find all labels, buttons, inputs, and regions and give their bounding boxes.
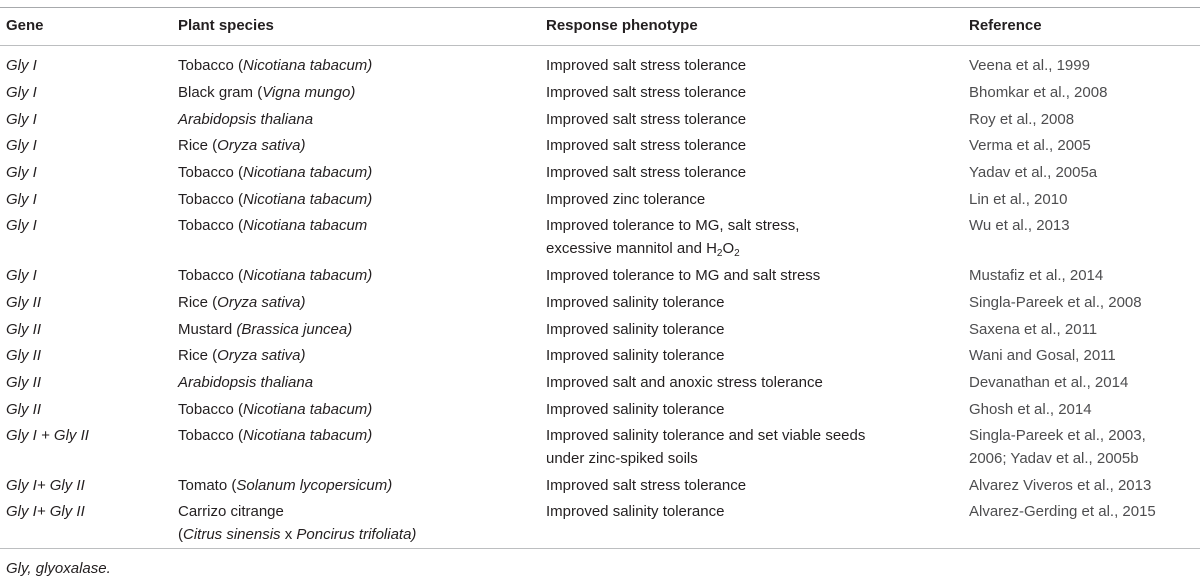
plant-segment: Arabidopsis thaliana (178, 111, 314, 128)
plant-segment: Nicotiana tabacum) (243, 427, 373, 444)
response-segment: Improved salinity tolerance (546, 321, 725, 338)
plant-segment: Citrus sinensis (183, 525, 281, 543)
cell-gene: Gly II (6, 347, 42, 364)
response-segment: Improved zinc tolerance (546, 191, 706, 208)
cell-reference (969, 135, 1091, 158)
cell-response-phenotype (546, 135, 746, 158)
plant-segment: Tobacco ( (178, 191, 244, 208)
response-segment: Improved salt stress tolerance (546, 164, 747, 181)
reference-line: Bhomkar et al., 2008 (969, 84, 1108, 101)
table-bottom-rule (0, 548, 1200, 549)
table-footnote: Gly, glyoxalase. (6, 560, 111, 577)
cell-response-phenotype (546, 109, 746, 132)
cell-plant-species (178, 109, 313, 132)
plant-segment: Rice ( (178, 347, 218, 364)
header-response-phenotype: Response phenotype (546, 17, 698, 34)
cell-plant-species (178, 319, 352, 342)
reference-line: Ghosh et al., 2014 (969, 401, 1092, 418)
plant-segment: Oryza sativa) (217, 294, 306, 311)
cell-plant-species (178, 215, 367, 238)
response-segment: Improved salt stress tolerance (546, 84, 747, 101)
response-segment: O (722, 239, 735, 257)
plant-segment: Rice ( (178, 137, 218, 154)
response-segment: Improved salinity tolerance (546, 347, 725, 364)
cell-response-phenotype (546, 372, 823, 395)
cell-plant-species (178, 425, 372, 448)
cell-gene: Gly I (6, 191, 37, 208)
cell-plant-species (178, 292, 306, 315)
plant-segment: Nicotiana tabacum) (243, 267, 373, 284)
plant-segment: Tomato ( (178, 477, 237, 494)
plant-segment: Mustard (178, 321, 237, 338)
cell-response-phenotype (546, 82, 746, 105)
response-segment: Improved salt stress tolerance (546, 111, 747, 128)
reference-line: Wani and Gosal, 2011 (969, 347, 1116, 364)
cell-gene: Gly I (6, 84, 37, 101)
plant-segment: Vigna mungo) (262, 84, 356, 101)
table-header-rule (0, 45, 1200, 46)
cell-response-phenotype (546, 319, 724, 342)
cell-plant-species (178, 475, 392, 498)
reference-line: Mustafiz et al., 2014 (969, 267, 1104, 284)
cell-response-phenotype (546, 345, 724, 368)
cell-response-phenotype (546, 55, 746, 78)
plant-segment: Tobacco ( (178, 164, 244, 181)
response-segment: Improved salinity tolerance (546, 503, 725, 520)
plant-segment: Nicotiana tabacum) (243, 401, 373, 418)
cell-response-phenotype (546, 475, 746, 498)
plant-segment: Oryza sativa) (217, 137, 306, 154)
response-segment: under zinc-spiked soils (546, 449, 698, 467)
cell-plant-species (178, 82, 355, 105)
cell-plant-species (178, 189, 372, 212)
cell-reference (969, 189, 1067, 212)
cell-gene: Gly II (6, 321, 42, 338)
cell-gene: Gly I (6, 137, 37, 154)
response-segment: 2 (716, 247, 723, 259)
cell-gene: Gly II (6, 401, 42, 418)
plant-segment: Carrizo citrange (178, 503, 284, 520)
response-segment: Improved salinity tolerance and set viable seeds (546, 427, 866, 444)
cell-response-phenotype (546, 215, 799, 260)
response-segment: Improved salt and anoxic stress tolerance (546, 374, 823, 391)
cell-plant-species (178, 345, 306, 368)
cell-reference (969, 265, 1103, 288)
cell-reference (969, 82, 1107, 105)
cell-response-phenotype (546, 292, 724, 315)
response-segment: Improved tolerance to MG, salt stress, (546, 217, 800, 234)
reference-line: Veena et al., 1999 (969, 57, 1090, 74)
response-segment: 2 (734, 247, 740, 259)
cell-response-phenotype (546, 189, 705, 212)
cell-reference (969, 501, 1156, 524)
cell-reference (969, 292, 1142, 315)
plant-segment: Solanum lycopersicum) (236, 477, 393, 494)
cell-plant-species (178, 55, 372, 78)
cell-response-phenotype (546, 425, 865, 470)
reference-line: Wu et al., 2013 (969, 217, 1070, 234)
plant-segment: Nicotiana tabacum) (243, 57, 373, 74)
reference-line: Roy et al., 2008 (969, 111, 1075, 128)
cell-gene: Gly I + Gly II (6, 427, 89, 444)
response-segment: Improved salt stress tolerance (546, 477, 747, 494)
cell-gene: Gly I (6, 164, 37, 181)
cell-gene: Gly I (6, 111, 37, 128)
response-segment: Improved salinity tolerance (546, 401, 725, 418)
plant-segment: Nicotiana tabacum (243, 217, 368, 234)
cell-gene: Gly I (6, 217, 37, 234)
reference-line: Verma et al., 2005 (969, 137, 1091, 154)
plant-segment: Rice ( (178, 294, 218, 311)
reference-line: 2006; Yadav et al., 2005b (969, 449, 1139, 467)
cell-reference (969, 215, 1070, 238)
cell-reference (969, 319, 1097, 342)
cell-plant-species (178, 501, 416, 546)
reference-line: Alvarez-Gerding et al., 2015 (969, 503, 1156, 520)
plant-segment: ( (178, 525, 183, 543)
reference-line: Alvarez Viveros et al., 2013 (969, 477, 1152, 494)
response-segment: excessive mannitol and H (546, 239, 717, 257)
plant-segment: (Brassica juncea) (236, 321, 353, 338)
plant-segment: Poncirus trifoliata) (296, 525, 417, 543)
cell-reference (969, 372, 1128, 395)
response-segment: Improved salt stress tolerance (546, 137, 747, 154)
reference-line: Lin et al., 2010 (969, 191, 1068, 208)
plant-segment: Oryza sativa) (217, 347, 306, 364)
plant-segment: Nicotiana tabacum) (243, 164, 373, 181)
cell-gene: Gly I (6, 267, 37, 284)
cell-plant-species (178, 135, 306, 158)
cell-reference (969, 399, 1092, 422)
header-gene: Gene (6, 17, 44, 34)
cell-reference (969, 425, 1146, 470)
cell-plant-species (178, 399, 372, 422)
plant-segment: Arabidopsis thaliana (178, 374, 314, 391)
cell-response-phenotype (546, 501, 724, 524)
response-segment: Improved tolerance to MG and salt stress (546, 267, 821, 284)
plant-segment: Black gram ( (178, 84, 263, 101)
cell-plant-species (178, 372, 313, 395)
cell-response-phenotype (546, 399, 724, 422)
response-segment: Improved salinity tolerance (546, 294, 725, 311)
plant-segment: Tobacco ( (178, 57, 244, 74)
cell-gene: Gly II (6, 374, 42, 391)
cell-gene: Gly II (6, 294, 42, 311)
plant-segment: Tobacco ( (178, 267, 244, 284)
response-segment: Improved salt stress tolerance (546, 57, 747, 74)
plant-segment: x (280, 525, 297, 543)
cell-response-phenotype (546, 162, 746, 185)
reference-line: Singla-Pareek et al., 2003, (969, 427, 1146, 444)
reference-line: Devanathan et al., 2014 (969, 374, 1129, 391)
cell-plant-species (178, 162, 372, 185)
plant-segment: Tobacco ( (178, 401, 244, 418)
cell-reference (969, 475, 1151, 498)
plant-segment: Tobacco ( (178, 217, 244, 234)
cell-gene: Gly I+ Gly II (6, 503, 85, 520)
cell-response-phenotype (546, 265, 820, 288)
cell-reference (969, 55, 1090, 78)
reference-line: Singla-Pareek et al., 2008 (969, 294, 1142, 311)
cell-reference (969, 345, 1116, 368)
cell-reference (969, 162, 1097, 185)
cell-reference (969, 109, 1074, 132)
reference-line: Saxena et al., 2011 (969, 321, 1098, 338)
plant-segment: Tobacco ( (178, 427, 244, 444)
reference-line: Yadav et al., 2005a (969, 164, 1098, 181)
cell-gene: Gly I+ Gly II (6, 477, 85, 494)
cell-gene: Gly I (6, 57, 37, 74)
plant-segment: Nicotiana tabacum) (243, 191, 373, 208)
header-plant-species: Plant species (178, 17, 274, 34)
header-reference: Reference (969, 17, 1042, 34)
cell-plant-species (178, 265, 372, 288)
table-top-rule (0, 7, 1200, 8)
